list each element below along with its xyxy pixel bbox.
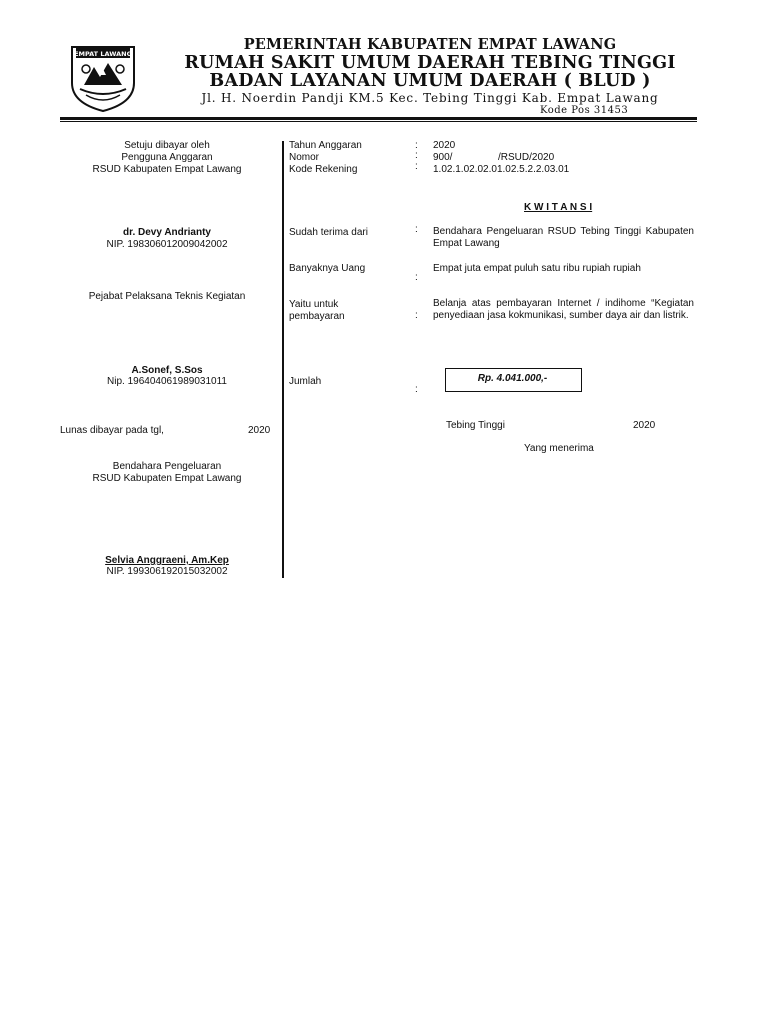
received-from-colon: : [415, 224, 418, 235]
number-value-suffix: /RSUD/2020 [498, 152, 555, 163]
purpose-label-line-2: pembayaran [289, 311, 345, 322]
place-year: 2020 [633, 420, 656, 431]
budget-year-value: 2020 [433, 140, 456, 151]
treasurer-line-1: Bendahara Pengeluaran [112, 461, 222, 472]
regency-logo [66, 39, 140, 113]
regency-emblem-icon [66, 39, 140, 113]
pptk-nip: Nip. 196404061989031011 [107, 376, 227, 387]
approval-line-1: Setuju dibayar oleh [124, 140, 210, 151]
account-code-colon: : [415, 161, 418, 172]
svg-text:EMPAT LAWANG: EMPAT LAWANG [74, 50, 132, 58]
amount-words-label: Banyaknya Uang [289, 263, 366, 274]
budget-year-label: Tahun Anggaran [289, 140, 362, 151]
purpose-value: Belanja atas pembayaran Internet / indihome “Kegiatan penyediaan jasa kokmunikasi, sumber daya air dan listrik. [433, 298, 694, 321]
postal-code: Kode Pos 31453 [540, 105, 629, 116]
header-divider-thick [60, 117, 697, 120]
approval-line-2: Pengguna Anggaran [121, 152, 213, 163]
budget-year-colon: : [415, 140, 418, 151]
account-code-label: Kode Rekening [289, 164, 358, 175]
place-name: Tebing Tinggi [446, 420, 505, 431]
pptk-name: A.Sonef, S.Sos [131, 365, 203, 376]
budget-user-nip: NIP. 198306012009042002 [106, 239, 228, 250]
budget-user-name: dr. Devy Andrianty [123, 227, 211, 238]
received-from-value: Bendahara Pengeluaran RSUD Tebing Tinggi Kabupaten Empat Lawang [433, 226, 694, 249]
header-divider-thin [60, 121, 697, 122]
received-from-label: Sudah terima dari [289, 227, 368, 238]
column-divider [282, 141, 284, 578]
total-label: Jumlah [289, 376, 322, 387]
amount-words-value: Empat juta empat puluh satu ribu rupiah rupiah [433, 263, 641, 274]
pptk-title: Pejabat Pelaksana Teknis Kegiatan [88, 291, 246, 302]
purpose-colon: : [415, 310, 418, 321]
total-colon: : [415, 384, 418, 395]
government-name: PEMERINTAH KABUPATEN EMPAT LAWANG [243, 36, 617, 53]
amount-words-colon: : [415, 272, 418, 283]
receiver-label: Yang menerima [524, 443, 594, 454]
account-code-value: 1.02.1.02.02.01.02.5.2.2.03.01 [433, 164, 570, 175]
receipt-title: K W I T A N S I [524, 202, 593, 213]
address: Jl. H. Noerdin Pandji KM.5 Kec. Tebing Tinggi Kab. Empat Lawang [201, 91, 659, 105]
approval-line-3: RSUD Kabupaten Empat Lawang [92, 164, 242, 175]
number-colon: : [415, 150, 418, 161]
treasurer-name: Selvia Anggraeni, Am.Kep [105, 555, 229, 566]
number-label: Nomor [289, 152, 320, 163]
hospital-name: RUMAH SAKIT UMUM DAERAH TEBING TINGGI [184, 53, 676, 73]
paid-date-label: Lunas dibayar pada tgl, [60, 425, 164, 436]
total-amount-value: Rp. 4.041.000,- [477, 373, 548, 384]
treasurer-nip: NIP. 199306192015032002 [106, 566, 228, 577]
treasurer-line-2: RSUD Kabupaten Empat Lawang [92, 473, 242, 484]
agency-name: BADAN LAYANAN UMUM DAERAH ( BLUD ) [209, 71, 651, 91]
paid-date-year: 2020 [248, 425, 271, 436]
purpose-label-line-1: Yaitu untuk [289, 299, 339, 310]
number-value-prefix: 900/ [433, 152, 453, 163]
